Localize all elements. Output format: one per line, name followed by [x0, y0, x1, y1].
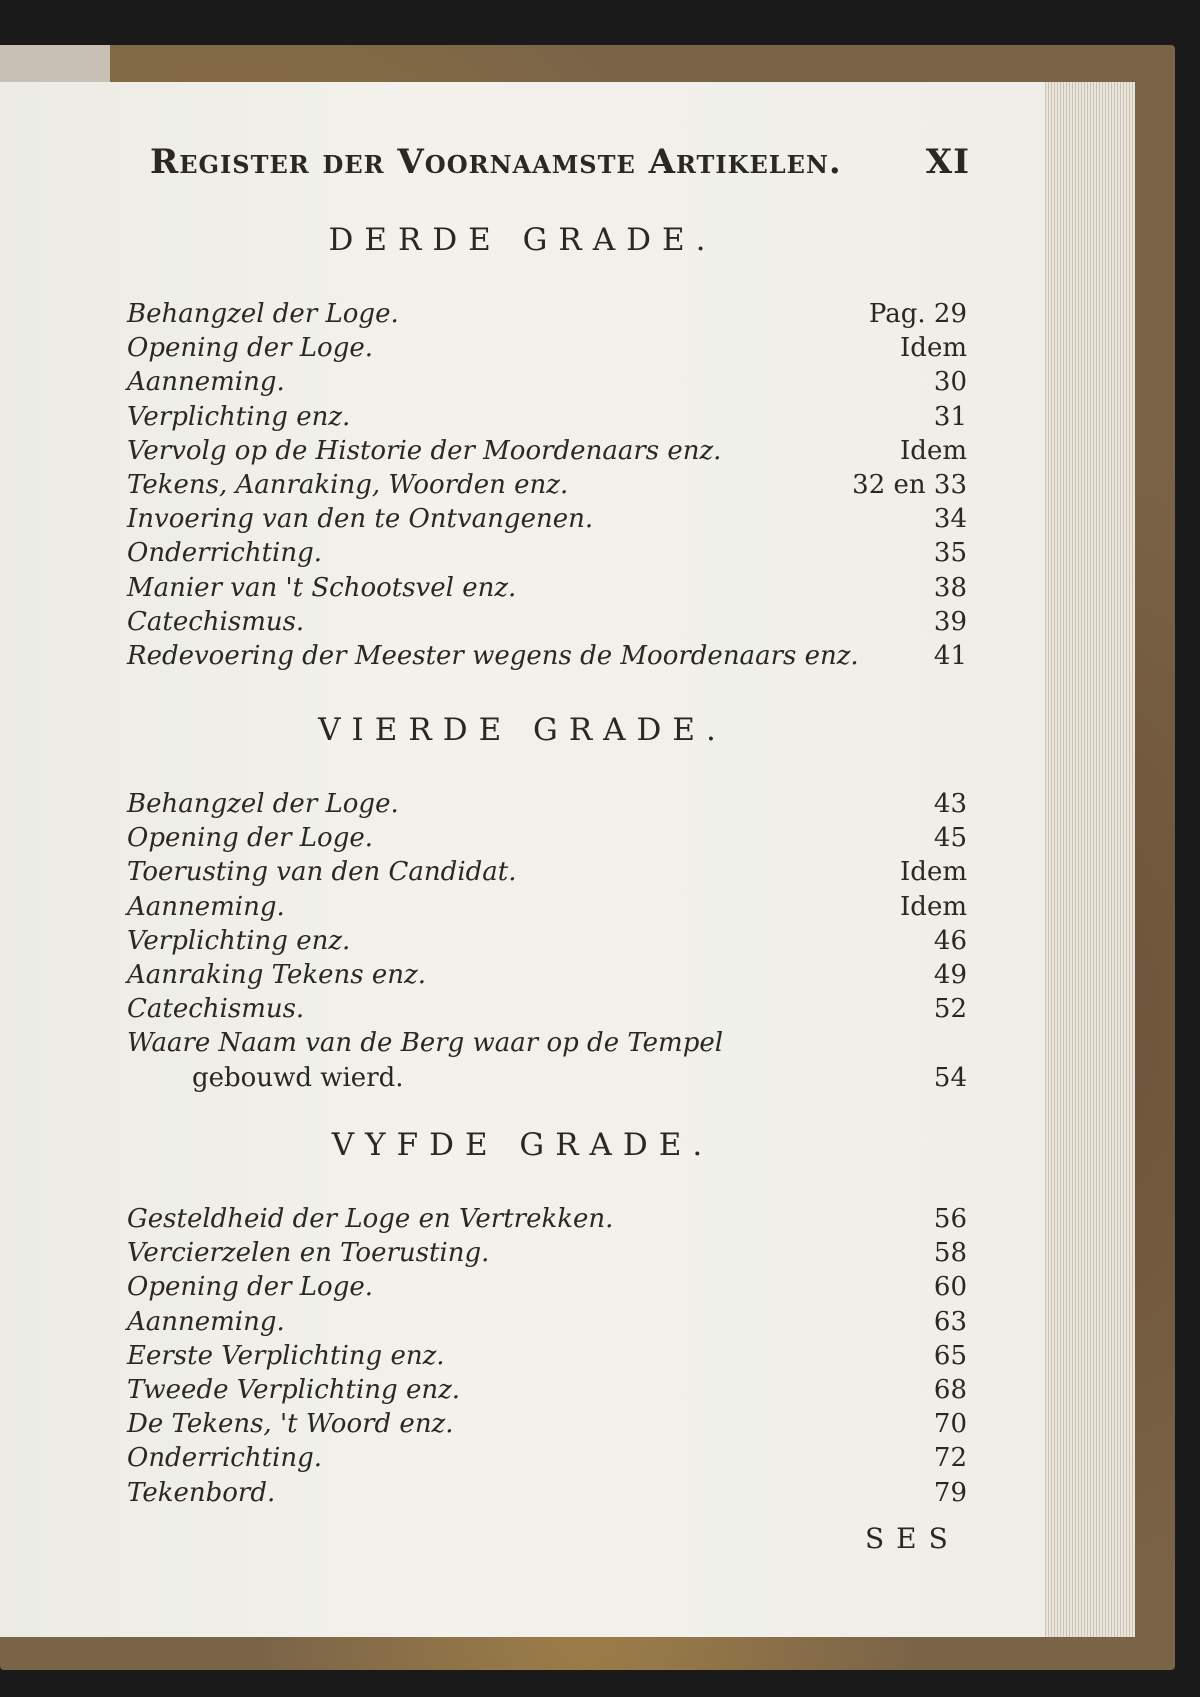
- page-reference: 63: [933, 1306, 967, 1337]
- page-reference: 41: [933, 640, 967, 671]
- page-reference: 68: [933, 1374, 967, 1405]
- list-item: [127, 434, 967, 468]
- page-reference: 72: [933, 1443, 967, 1474]
- list-item: [127, 787, 967, 821]
- entry-title: Aanneming.: [127, 1306, 285, 1337]
- page-reference: 30: [933, 367, 967, 398]
- page-reference: 34: [933, 504, 967, 535]
- list-item: [127, 992, 967, 1026]
- entry-title: Catechismus.: [127, 994, 305, 1025]
- list-item: [127, 1202, 967, 1236]
- section-title-vierde: VIERDE GRADE.: [318, 712, 727, 748]
- page-reference: 56: [933, 1204, 967, 1234]
- entry-title: Waare Naam van de Berg waar op de Tempel: [127, 1028, 724, 1059]
- page-folio: XI: [925, 142, 970, 182]
- list-item: [127, 1305, 967, 1339]
- entry-title: Redevoering der Meester wegens de Moordenaars enz.: [127, 640, 859, 671]
- page-reference: 52: [933, 994, 967, 1025]
- list-item: [127, 1026, 967, 1060]
- page-reference: Idem: [900, 857, 967, 888]
- page-reference: 70: [933, 1409, 967, 1440]
- page-reference: Idem: [900, 891, 967, 922]
- page-reference: 49: [933, 959, 967, 990]
- list-item: [127, 468, 967, 502]
- page-reference: 35: [933, 538, 967, 569]
- list-item: [127, 1061, 967, 1095]
- list-item: [127, 1441, 967, 1475]
- entry-title: Invoering van den te Ontvangenen.: [127, 504, 594, 535]
- list-item: [127, 502, 967, 536]
- entry-title: Behangzel der Loge.: [127, 789, 399, 819]
- page-edges: [1040, 82, 1135, 1637]
- entry-title: Vercierzelen en Toerusting.: [127, 1238, 490, 1269]
- page-reference: 65: [933, 1340, 967, 1371]
- entry-title: Vervolg op de Historie der Moordenaars enz.: [127, 435, 722, 466]
- entry-title: Tweede Verplichting enz.: [127, 1374, 461, 1405]
- entry-title: Opening der Loge.: [127, 1272, 373, 1303]
- entry-title: Toerusting van den Candidat.: [127, 857, 517, 888]
- entries-vierde: [127, 787, 967, 1095]
- entry-title: Catechismus.: [127, 606, 305, 637]
- page-reference: 79: [933, 1477, 967, 1508]
- list-item: [127, 924, 967, 958]
- entry-title: Aanraking Tekens enz.: [127, 959, 426, 990]
- page-reference: 58: [933, 1238, 967, 1269]
- catchword: SES: [865, 1522, 960, 1555]
- page-reference: Pag. 29: [868, 299, 967, 329]
- list-item: [127, 1407, 967, 1441]
- page-reference: 60: [933, 1272, 967, 1303]
- entry-title: De Tekens, 't Woord enz.: [127, 1409, 454, 1440]
- entry-title: Aanneming.: [127, 367, 285, 398]
- list-item: [127, 1339, 967, 1373]
- entry-title: Opening der Loge.: [127, 333, 373, 364]
- entry-title: Behangzel der Loge.: [127, 299, 399, 329]
- entry-title: Eerste Verplichting enz.: [127, 1340, 445, 1371]
- section-title-derde: DERDE GRADE.: [328, 222, 717, 258]
- list-item: [127, 1373, 967, 1407]
- entry-title: Verplichting enz.: [127, 925, 351, 956]
- entry-title: Tekens, Aanraking, Woorden enz.: [127, 469, 569, 500]
- entry-title: Gesteldheid der Loge en Vertrekken.: [127, 1204, 614, 1234]
- list-item: [127, 297, 967, 331]
- entries-derde: [127, 297, 967, 673]
- list-item: [127, 571, 967, 605]
- entry-title: Tekenbord.: [127, 1477, 276, 1508]
- page-reference: 54: [933, 1062, 967, 1093]
- list-item: [127, 1476, 967, 1510]
- list-item: [127, 855, 967, 889]
- page-reference: 39: [933, 606, 967, 637]
- page-reference: 43: [933, 789, 967, 819]
- page-reference: 32 en 33: [852, 469, 967, 500]
- list-item: [127, 536, 967, 570]
- entry-title: Verplichting enz.: [127, 401, 351, 432]
- list-item: [127, 1236, 967, 1270]
- header-title: Register der Voornaamste Artikelen.: [150, 142, 842, 182]
- entry-title: gebouwd wierd.: [192, 1062, 404, 1093]
- list-item: [127, 331, 967, 365]
- page-reference: Idem: [900, 435, 967, 466]
- page-reference: 31: [933, 401, 967, 432]
- page-reference: 46: [933, 925, 967, 956]
- page-reference: Idem: [900, 333, 967, 364]
- list-item: [127, 958, 967, 992]
- list-item: [127, 890, 967, 924]
- entries-vyfde: [127, 1202, 967, 1510]
- entry-title: Onderrichting.: [127, 538, 322, 569]
- entry-title: Manier van 't Schootsvel enz.: [127, 572, 517, 603]
- binding-tape: [0, 45, 110, 85]
- entry-title: Aanneming.: [127, 891, 285, 922]
- book-page: [0, 82, 1045, 1637]
- list-item: [127, 821, 967, 855]
- list-item: [127, 365, 967, 399]
- entry-title: Onderrichting.: [127, 1443, 322, 1474]
- page-reference: 38: [933, 572, 967, 603]
- list-item: [127, 639, 967, 673]
- list-item: [127, 1270, 967, 1304]
- entry-title: Opening der Loge.: [127, 823, 373, 854]
- running-header: [150, 142, 970, 182]
- list-item: [127, 605, 967, 639]
- page-reference: 45: [933, 823, 967, 854]
- list-item: [127, 400, 967, 434]
- section-title-vyfde: VYFDE GRADE.: [331, 1127, 714, 1163]
